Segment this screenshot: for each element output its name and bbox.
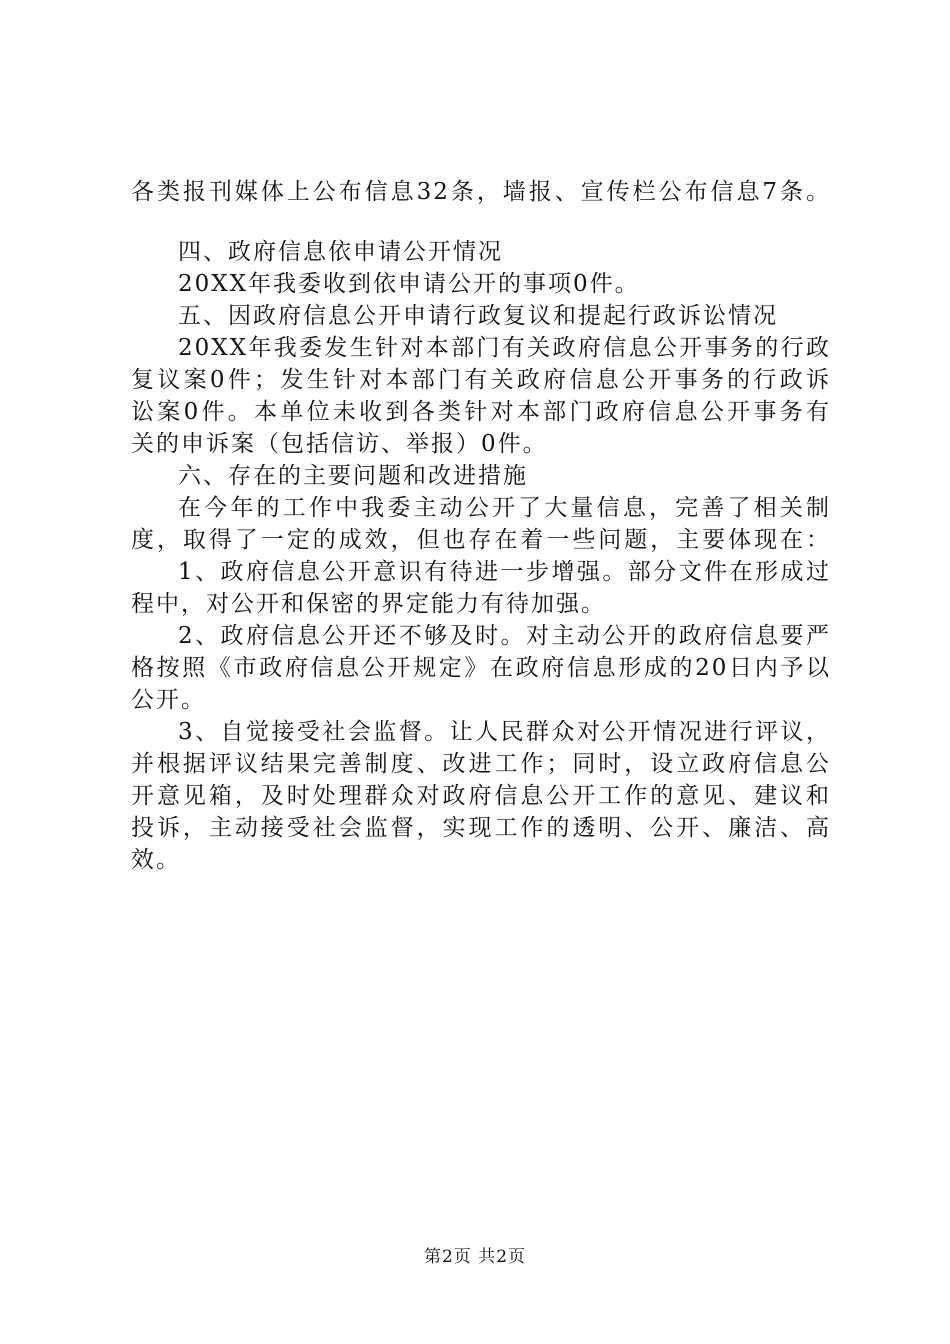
paragraph-line: 20XX年我委收到依申请公开的事项0件。: [178, 271, 640, 297]
paragraph-line: 公开。: [131, 687, 206, 713]
paragraph-line: 各类报刊媒体上公布信息32条，墙报、宣传栏公布信息7条。: [131, 179, 831, 205]
page-footer: 第2页 共2页: [423, 1247, 527, 1267]
paragraph-line: 2、政府信息公开还不够及时。对主动公开的政府信息要严: [178, 623, 831, 649]
paragraph-line: 效。: [131, 847, 181, 873]
paragraph-line: 程中，对公开和保密的界定能力有待加强。: [131, 591, 606, 617]
paragraph-line: 复议案0件；发生针对本部门有关政府信息公开事务的行政诉: [131, 367, 831, 393]
paragraph-line: 开意见箱，及时处理群众对政府信息公开工作的意见、建议和: [131, 783, 831, 809]
paragraph-line: 3、自觉接受社会监督。让人民群众对公开情况进行评议，: [178, 719, 831, 745]
paragraph-line: 投诉，主动接受社会监督，实现工作的透明、公开、廉洁、高: [131, 815, 831, 841]
paragraph-line: 度，取得了一定的成效，但也存在着一些问题，主要体现在：: [131, 527, 831, 553]
section-heading: 四、政府信息依申请公开情况: [178, 239, 503, 265]
paragraph-line: 关的申诉案（包括信访、举报）0件。: [131, 431, 548, 457]
section-heading: 六、存在的主要问题和改进措施: [178, 463, 528, 489]
paragraph-line: 1、政府信息公开意识有待进一步增强。部分文件在形成过: [178, 559, 831, 585]
paragraph-line: 并根据评议结果完善制度、改进工作；同时，设立政府信息公: [131, 751, 831, 777]
paragraph-line: 讼案0件。本单位未收到各类针对本部门政府信息公开事务有: [131, 399, 831, 425]
paragraph-line: 在今年的工作中我委主动公开了大量信息，完善了相关制: [178, 495, 831, 521]
paragraph-line: 格按照《市政府信息公开规定》在政府信息形成的20日内予以: [131, 655, 831, 681]
paragraph-line: 20XX年我委发生针对本部门有关政府信息公开事务的行政: [178, 335, 831, 361]
section-heading: 五、因政府信息公开申请行政复议和提起行政诉讼情况: [178, 303, 778, 329]
